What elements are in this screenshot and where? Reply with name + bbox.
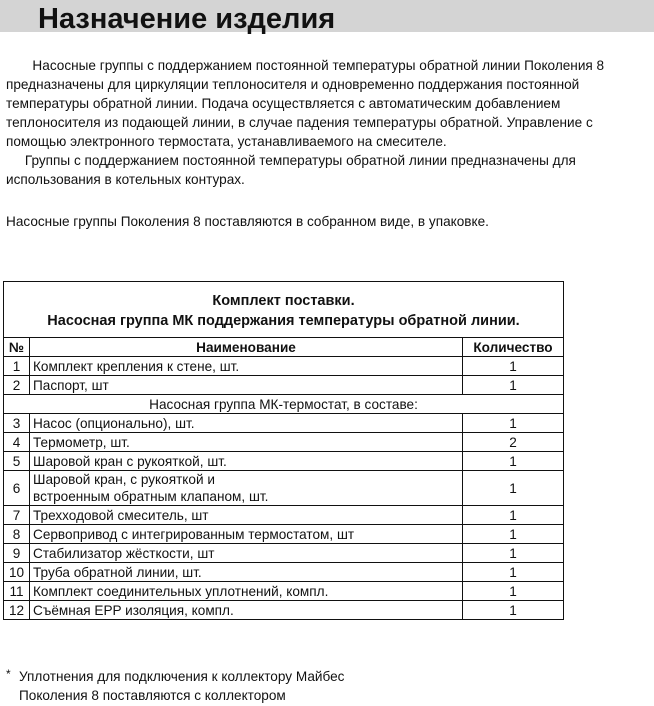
row-name: Термометр, шт. [30,433,463,452]
table-caption-row [4,282,564,338]
row-number: 11 [4,582,30,601]
row-name: Паспорт, шт [30,376,463,395]
table-row [4,376,564,395]
footnote-mark: * [6,667,11,681]
row-quantity: 2 [463,433,564,452]
row-quantity: 1 [463,563,564,582]
row-quantity: 1 [463,601,564,620]
table-row [4,563,564,582]
header-name: Наименование [30,338,463,357]
row-name: Комплект крепления к стене, шт. [30,357,463,376]
row-number: 6 [4,471,30,506]
table-row [4,414,564,433]
footnote [6,667,344,705]
row-number: 2 [4,376,30,395]
row-name: Трехходовой смеситель, шт [30,506,463,525]
row-number: 10 [4,563,30,582]
table-row [4,433,564,452]
row-quantity: 1 [463,525,564,544]
table-row [4,601,564,620]
row-number: 7 [4,506,30,525]
footnote-line-2: Поколения 8 поставляются с коллектором [19,688,286,703]
table-row [4,544,564,563]
row-number: 12 [4,601,30,620]
page-title: Назначение изделия [38,3,336,35]
row-quantity: 1 [463,471,564,506]
row-name: Шаровой кран, с рукояткой и встроенным обратным клапаном, шт. [30,471,463,506]
table-row [4,357,564,376]
row-quantity: 1 [463,376,564,395]
delivery-set-table [3,281,564,620]
header-number: № [4,338,30,357]
row-number: 1 [4,357,30,376]
row-number: 9 [4,544,30,563]
row-name: Труба обратной линии, шт. [30,563,463,582]
row-number: 4 [4,433,30,452]
row-number: 5 [4,452,30,471]
table-row [4,506,564,525]
table-row [4,582,564,601]
footnote-line-1: Уплотнения для подключения к коллектору Майбес [19,669,345,684]
row-name: Съёмная EPP изоляция, компл. [30,601,463,620]
paragraph-usage: Группы с поддержанием постоянной температуры обратной линии предназначены для использования в котельных контурах. [6,153,576,187]
table-caption-1: Комплект поставки. [212,293,355,309]
row-name: Сервопривод с интегрированным термостатом, шт [30,525,463,544]
table-subheader-row [4,395,564,414]
row-quantity: 1 [463,452,564,471]
row-name: Шаровой кран с рукояткой, шт. [30,452,463,471]
row-quantity: 1 [463,414,564,433]
row-name: Комплект соединительных уплотнений, компл. [30,582,463,601]
table-row [4,471,564,506]
row-quantity: 1 [463,357,564,376]
table-caption-2: Насосная группа МК поддержания температуры обратной линии. [47,313,520,329]
row-name: Стабилизатор жёсткости, шт [30,544,463,563]
table-row [4,452,564,471]
table-subheader: Насосная группа МК-термостат, в составе: [4,395,564,414]
row-name: Насос (опционально), шт. [30,414,463,433]
paragraph-purpose: Насосные группы с поддержанием постоянной температуры обратной линии Поколения 8 предназначены для циркуляции теплоносителя и одновременно поддержания постоянной температуры обратной линии. Подача осуществляется с автоматическим добавлением теплоносителя из подающей линии, в случае падения температуры обратной. Управление с помощью электронного термостата, устанавливаемого на смесителе. [6,58,605,149]
header-quantity: Количество [463,338,564,357]
table-header-row [4,338,564,357]
row-number: 8 [4,525,30,544]
table-row [4,525,564,544]
row-quantity: 1 [463,544,564,563]
row-number: 3 [4,414,30,433]
row-quantity: 1 [463,582,564,601]
paragraph-delivery: Насосные группы Поколения 8 поставляются в собранном виде, в упаковке. [6,214,489,229]
heading-band [0,0,654,35]
row-quantity: 1 [463,506,564,525]
